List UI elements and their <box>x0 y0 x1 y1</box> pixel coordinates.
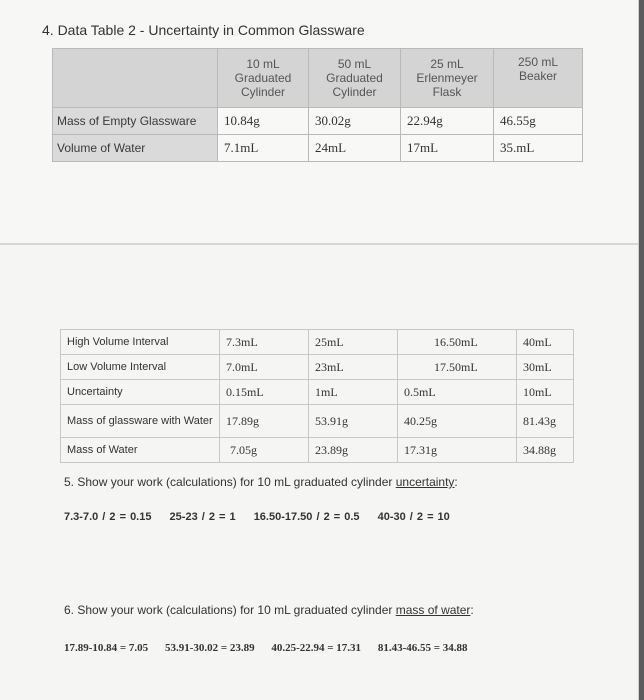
cell-value: 0.5mL <box>398 380 517 405</box>
header-line: Erlenmeyer <box>416 71 478 85</box>
header-line: 25 mL <box>430 57 464 71</box>
cell-value: 23mL <box>309 355 398 380</box>
question-6-suffix: : <box>470 603 474 617</box>
cell-value: 0.15mL <box>220 380 309 405</box>
header-10ml-cylinder <box>218 49 309 108</box>
cell-value: 7.1mL <box>218 135 309 162</box>
cell-value: 10.84g <box>218 108 309 135</box>
header-line: 10 mL <box>246 57 280 71</box>
cell-value: 22.94g <box>401 108 494 135</box>
row-label: Mass of Water <box>61 438 220 463</box>
header-line: 250 mL <box>517 55 559 69</box>
question-6-work <box>64 642 482 654</box>
table-row <box>61 438 574 463</box>
header-line: Graduated <box>326 71 383 85</box>
question-5 <box>64 475 458 489</box>
table-row <box>61 330 574 355</box>
question-6-underlined: mass of water <box>395 603 471 617</box>
row-label: Mass of glassware with Water <box>61 405 220 438</box>
work-item: 16.50-17.50 / 2 = 0.5 <box>253 511 360 523</box>
question-5-prefix: 5. Show your work (calculations) for 10 mL graduated cylinder <box>64 475 396 489</box>
table-row <box>61 380 574 405</box>
header-line: Beaker <box>518 69 558 83</box>
work-item: 53.91-30.02 = 23.89 <box>164 642 255 654</box>
cell-value: 23.89g <box>309 438 398 463</box>
table-row <box>61 355 574 380</box>
cell-value: 24mL <box>309 135 401 162</box>
header-250ml-beaker <box>494 49 583 108</box>
row-label: Volume of Water <box>53 135 218 162</box>
cell-value: 17.89g <box>220 405 309 438</box>
section-title: 4. Data Table 2 - Uncertainty in Common Glassware <box>42 22 365 38</box>
work-item: 40.25-22.94 = 17.31 <box>271 642 362 654</box>
question-6 <box>64 603 474 617</box>
header-blank <box>53 49 218 108</box>
question-5-suffix: : <box>454 475 458 489</box>
cell-value: 7.05g <box>220 438 309 463</box>
header-line: Cylinder <box>332 85 377 99</box>
cell-value: 17.50mL <box>398 355 517 380</box>
header-line: Flask <box>432 85 462 99</box>
cell-value: 7.3mL <box>220 330 309 355</box>
cell-value: 17.31g <box>398 438 517 463</box>
cell-value: 46.55g <box>494 108 583 135</box>
cell-value: 30mL <box>517 355 574 380</box>
cell-value: 1mL <box>309 380 398 405</box>
cell-value: 16.50mL <box>398 330 517 355</box>
work-item: 81.43-46.55 = 34.88 <box>377 642 468 654</box>
row-label: Low Volume Interval <box>61 355 220 380</box>
cell-value: 53.91g <box>309 405 398 438</box>
uncertainty-table <box>60 329 574 463</box>
cell-value: 40mL <box>517 330 574 355</box>
cell-value: 35.mL <box>494 135 583 162</box>
header-line: Graduated <box>234 71 292 85</box>
cell-value: 34.88g <box>517 438 574 463</box>
cell-value: 40.25g <box>398 405 517 438</box>
table-row <box>53 108 583 135</box>
work-item: 25-23 / 2 = 1 <box>169 511 236 523</box>
glassware-table <box>52 48 583 162</box>
work-item: 17.89-10.84 = 7.05 <box>64 642 149 654</box>
row-label: Uncertainty <box>61 380 220 405</box>
cell-value: 10mL <box>517 380 574 405</box>
header-line: Cylinder <box>240 85 285 99</box>
work-item: 40-30 / 2 = 10 <box>377 511 450 523</box>
question-5-underlined: uncertainty <box>395 475 455 489</box>
cell-value: 30.02g <box>309 108 401 135</box>
table-row <box>53 135 583 162</box>
cell-value: 25mL <box>309 330 398 355</box>
cell-value: 7.0mL <box>220 355 309 380</box>
cell-value: 17mL <box>401 135 494 162</box>
question-5-work <box>64 511 464 523</box>
header-25ml-flask <box>401 49 494 108</box>
page-divider <box>0 243 638 245</box>
glassware-table-header <box>53 49 583 108</box>
question-6-prefix: 6. Show your work (calculations) for 10 mL graduated cylinder <box>64 603 396 617</box>
work-item: 7.3-7.0 / 2 = 0.15 <box>64 511 152 523</box>
header-50ml-cylinder <box>309 49 401 108</box>
row-label: Mass of Empty Glassware <box>53 108 218 135</box>
row-label: High Volume Interval <box>61 330 220 355</box>
header-line: 50 mL <box>337 57 372 71</box>
cell-value: 81.43g <box>517 405 574 438</box>
table-row <box>61 405 574 438</box>
